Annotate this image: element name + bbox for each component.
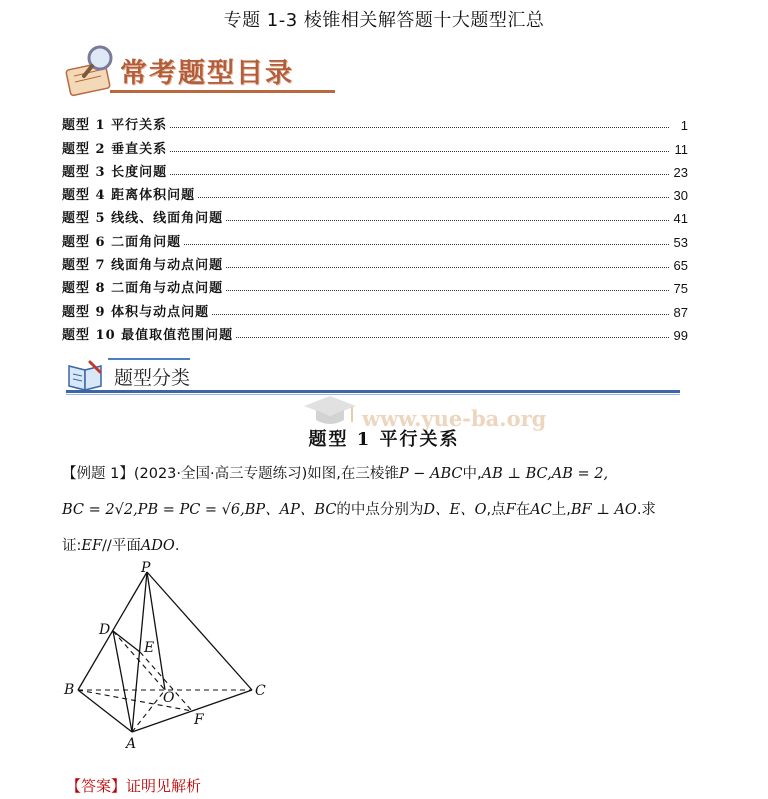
label-A: A: [126, 736, 137, 752]
toc-leader: [226, 220, 669, 221]
math-expr: P − ABC: [398, 466, 463, 482]
toc-entry-page: 99: [673, 327, 688, 343]
math-expr: EF: [81, 538, 103, 554]
pyramid-figure: [60, 560, 280, 752]
label-D: D: [99, 622, 111, 638]
toc-entry-label: 题型 4 距离体积问题: [62, 188, 196, 204]
label-F: F: [194, 712, 204, 728]
toc-entry[interactable]: [62, 133, 688, 156]
problem-text: 中,: [462, 466, 482, 482]
toc-header-underline: [110, 90, 335, 93]
math-expr: AC: [530, 502, 552, 518]
problem-text: 证:: [62, 538, 82, 554]
toc-entry[interactable]: [62, 157, 688, 180]
toc-entry-page: 41: [673, 211, 688, 227]
toc-entry[interactable]: [62, 226, 688, 249]
problem-text: //平面: [102, 538, 141, 554]
section-title: 题型 1 平行关系: [308, 429, 460, 450]
toc-leader: [212, 314, 669, 315]
toc-entry-page: 53: [673, 234, 688, 250]
table-of-contents: [62, 110, 688, 343]
toc-leader: [236, 337, 669, 338]
toc-entry-label: 题型 9 体积与动点问题: [62, 304, 210, 320]
toc-entry-label: 题型 7 线面角与动点问题: [62, 258, 224, 274]
toc-entry-page: 87: [673, 304, 688, 320]
math-expr: D、E、O: [423, 502, 487, 518]
document-title: 专题 1-3 棱锥相关解答题十大题型汇总: [223, 10, 545, 31]
problem-line: [62, 492, 692, 528]
problem-text: ,点: [486, 502, 506, 518]
toc-entry[interactable]: [62, 180, 688, 203]
problem-text: 的中点分别为: [336, 502, 424, 518]
problem-line: [62, 456, 692, 492]
problem-line: [62, 528, 692, 564]
problem-text: .求: [636, 502, 656, 518]
label-O: O: [163, 690, 175, 706]
problem-text: 上,: [551, 502, 571, 518]
problem-text: 在: [515, 502, 531, 518]
toc-entry-page: 23: [673, 164, 688, 180]
toc-entry[interactable]: [62, 296, 688, 319]
math-expr: F: [505, 502, 516, 518]
toc-entry[interactable]: [62, 250, 688, 273]
edge-PB: [78, 572, 147, 690]
edge-BA: [78, 690, 132, 732]
open-book-icon: [66, 358, 106, 392]
answer: [66, 775, 201, 796]
toc-entry-label: 题型 8 二面角与动点问题: [62, 281, 224, 297]
math-expr: AB ⊥ BC,AB = 2,: [481, 466, 609, 482]
answer-tag: 【答案】: [66, 777, 127, 795]
toc-entry-page: 75: [673, 281, 688, 297]
toc-entry-label: 题型 6 二面角问题: [62, 234, 182, 250]
toc-header-title: 常考题型目录: [120, 58, 294, 89]
toc-entry-page: 65: [673, 258, 688, 274]
toc-entry-label: 题型 10 最值取值范围问题: [62, 327, 234, 343]
toc-entry-label: 题型 5 线线、线面角问题: [62, 211, 224, 227]
segment-DE: [113, 631, 140, 652]
toc-leader: [170, 127, 669, 128]
math-expr: BC = 2√2,PB = PC = √6,BP、AP、BC: [62, 502, 337, 518]
toc-leader: [226, 290, 669, 291]
toc-entry-label: 题型 2 垂直关系: [62, 141, 168, 157]
toc-leader: [170, 174, 669, 175]
edge-AC: [132, 690, 252, 732]
segment-DA: [113, 631, 132, 732]
section-banner-title: 题型分类: [114, 367, 191, 389]
problem-text: 【例题 1】(2023·全国·高三专题练习)如图,在三棱锥: [62, 466, 399, 482]
toc-leader: [198, 197, 669, 198]
math-expr: BF ⊥ AO: [570, 502, 637, 518]
label-E: E: [144, 640, 155, 656]
toc-entry-page: 30: [673, 188, 688, 204]
math-expr: ADO: [140, 538, 175, 554]
toc-entry-page: 1: [680, 118, 688, 134]
label-B: B: [64, 682, 75, 698]
toc-leader: [226, 267, 669, 268]
toc-leader: [170, 151, 669, 152]
toc-entry[interactable]: [62, 110, 688, 133]
label-P: P: [141, 560, 151, 576]
toc-entry-label: 题型 1 平行关系: [62, 118, 168, 134]
toc-entry-label: 题型 3 长度问题: [62, 164, 168, 180]
toc-header: [62, 42, 342, 100]
label-C: C: [255, 683, 266, 699]
answer-text: 证明见解析: [126, 777, 202, 795]
toc-entry[interactable]: [62, 203, 688, 226]
toc-entry[interactable]: [62, 273, 688, 296]
toc-entry[interactable]: [62, 320, 688, 343]
example-problem: [62, 456, 692, 564]
watermark-text: www.yue-ba.org: [362, 406, 547, 431]
toc-entry-page: 11: [674, 141, 688, 157]
toc-leader: [184, 244, 669, 245]
banner-top-line: [108, 358, 190, 360]
problem-text: .: [174, 538, 180, 554]
